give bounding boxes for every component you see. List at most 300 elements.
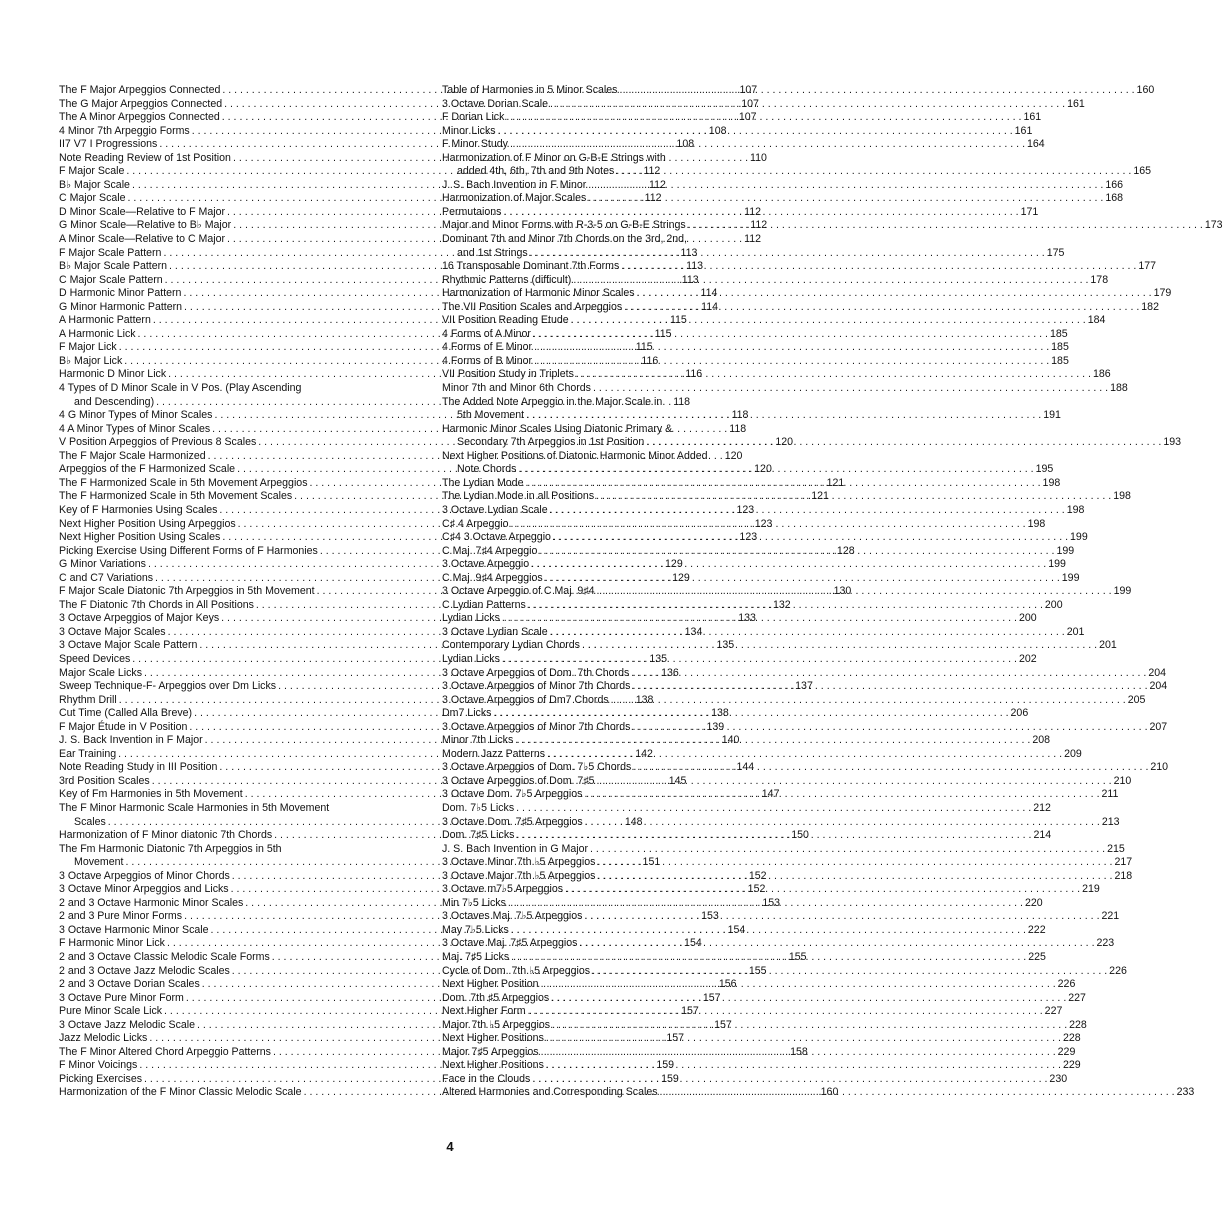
- dot-leader: [644, 436, 1163, 450]
- toc-entry-title: 3 Octave Harmonic Minor Scale: [59, 923, 209, 936]
- dot-leader: [509, 924, 1028, 938]
- toc-entry-title: Dom. 7♯5 Licks: [442, 829, 515, 842]
- toc-entry-page: 222: [1027, 923, 1046, 936]
- toc-entry: [442, 1032, 1081, 1046]
- toc-entry-page: 112: [744, 205, 761, 218]
- dot-leader: [635, 287, 1154, 301]
- toc-entry-title: J. S. Bach Invention in G Major: [442, 842, 589, 855]
- toc-entry-title: Sweep Technique-F- Arpeggios over Dm Licks: [59, 680, 277, 693]
- toc-entry: [442, 937, 1115, 951]
- toc-entry-page: 160: [1136, 84, 1155, 96]
- toc-entry-title: 3 Octave Dom. 7♯5 Arpeggios: [442, 815, 583, 828]
- toc-entry-title: Arpeggios of the F Harmonized Scale: [59, 463, 236, 476]
- toc-entry-title: 3 Octave Major Scale Pattern: [59, 639, 198, 652]
- toc-entry-page: 220: [1024, 896, 1043, 909]
- toc-entry-title: Major 7♯5 Arpeggios: [442, 1045, 539, 1058]
- dot-leader: [537, 545, 1056, 559]
- toc-entry-page: 135: [716, 639, 735, 652]
- toc-entry-page: 130: [833, 585, 852, 598]
- toc-entry-page: 229: [1057, 1045, 1076, 1058]
- toc-entry-page: 123: [739, 531, 758, 544]
- toc-entry-page: 121: [811, 490, 829, 503]
- dot-leader: [509, 951, 1028, 965]
- toc-entry-title: F Major Scale Pattern: [59, 246, 162, 259]
- toc-entry-page: 114: [701, 300, 719, 313]
- toc-entry-page: 210: [1113, 774, 1132, 787]
- toc-entry-page: 132: [772, 598, 791, 611]
- toc-entry-title: 4 Minor 7th Arpeggio Forms: [59, 124, 190, 137]
- toc-entry-title: VII Position Reading Etude: [442, 314, 569, 327]
- toc-entry-page: 200: [1018, 612, 1037, 625]
- dot-leader: [548, 504, 1067, 518]
- toc-entry-page: 144: [736, 761, 755, 774]
- dot-leader: [577, 937, 1096, 951]
- dot-leader: [595, 585, 1114, 599]
- toc-entry-page: 133: [738, 612, 756, 625]
- toc-entry-title: The Lydian Mode: [442, 476, 524, 489]
- dot-leader: [586, 179, 1105, 193]
- toc-entry-title: Dom. 7♭5 Licks: [442, 801, 515, 814]
- toc-entry-page: 227: [1044, 1005, 1063, 1018]
- toc-entry: [442, 815, 1120, 830]
- toc-entry-title: 2 and 3 Pure Minor Forms: [59, 910, 183, 923]
- dot-leader: [513, 734, 1032, 748]
- toc-entry-title: 3 Octave Major 7th ♭5 Arpeggios: [442, 869, 596, 882]
- toc-entry-page: 154: [684, 937, 702, 950]
- toc-entry-title: Min 7♭5 Licks: [442, 896, 506, 909]
- toc-entry-title-continued: 5th Movement: [457, 409, 525, 422]
- toc-entry-page: 198: [1042, 476, 1061, 489]
- toc-entry-title: Next Higher Position Using Arpeggios: [59, 517, 236, 530]
- toc-entry-title: The A Minor Arpeggios Connected: [59, 111, 220, 124]
- toc-entry: [442, 178, 1124, 193]
- toc-entry-page: 175: [1046, 246, 1065, 259]
- toc-entry-title: The VII Position Scales and Arpeggios: [442, 300, 623, 313]
- toc-entry-title: Contemporary Lydian Chords: [442, 639, 580, 652]
- toc-entry-page: 198: [1027, 517, 1046, 530]
- toc-entry-page: 153: [762, 896, 781, 909]
- toc-entry-page: 116: [685, 368, 703, 381]
- toc-entry-page: 107: [741, 97, 759, 110]
- toc-entry-page: 209: [1064, 747, 1082, 760]
- toc-entry-page: 184: [1087, 314, 1106, 327]
- toc-entry: [442, 287, 1172, 301]
- toc-entry-page: 107: [738, 111, 757, 124]
- toc-entry-page: 215: [1107, 842, 1125, 855]
- toc-entry: [442, 192, 1124, 206]
- toc-entry-title: Minor Licks: [442, 124, 496, 137]
- toc-entry: [442, 111, 1042, 125]
- toc-entry-page: 137: [795, 680, 813, 693]
- toc-entry-page: 156: [718, 978, 737, 991]
- dot-leader: [630, 680, 1149, 694]
- toc-entry-title: 3 Octave Maj. 7♯5 Arpeggios: [442, 937, 578, 950]
- dot-leader: [614, 165, 1133, 179]
- toc-entry: [442, 720, 1168, 735]
- toc-entry: [442, 260, 1157, 274]
- dot-leader: [569, 314, 1088, 328]
- toc-entry-page: 201: [1066, 625, 1085, 638]
- toc-entry-page: 158: [790, 1045, 808, 1058]
- toc-entry-page: 110: [750, 151, 767, 164]
- page-number: 4: [446, 1139, 454, 1154]
- toc-entry-page: 139: [706, 720, 725, 733]
- toc-entry-title: The F Harmonized Scale in 5th Movement Arpeggios: [59, 476, 308, 489]
- toc-entry-page: 112: [644, 192, 662, 205]
- dot-leader: [617, 84, 1136, 98]
- dot-leader: [528, 247, 1047, 261]
- dot-leader: [594, 490, 1113, 504]
- dot-leader: [549, 992, 1068, 1006]
- toc-entry-page: 135: [649, 652, 668, 665]
- dot-leader: [619, 260, 1138, 274]
- toc-entry-title: 3rd Position Scales: [59, 774, 150, 787]
- toc-entry-title: Major Scale Licks: [59, 666, 143, 679]
- toc-entry-page: 173: [1204, 219, 1223, 232]
- dot-leader: [550, 1019, 1069, 1033]
- toc-entry-page: 205: [1127, 693, 1146, 706]
- toc-entry-title: J. S. Back Invention in F Major: [59, 734, 203, 747]
- toc-entry: [442, 354, 1069, 369]
- toc-entry-title: 3 Octave Arpeggios of Minor Chords: [59, 869, 230, 882]
- toc-entry-page: 120: [775, 436, 794, 449]
- toc-entry-title: Major 7th ♭5 Arpeggios: [442, 1018, 551, 1031]
- toc-entry-title: Note Reading Review of 1st Position: [59, 151, 231, 164]
- toc-entry-page: 160: [820, 1086, 839, 1099]
- toc-entry-title: F Major Lick: [59, 341, 117, 354]
- toc-entry-title: Altered Harmonies and Corresponding Scales: [442, 1086, 658, 1099]
- toc-entry-page: 185: [1049, 327, 1068, 340]
- toc-entry-title: C Maj. 9♯4 Arpeggios: [442, 571, 543, 584]
- toc-entry: [442, 368, 1111, 382]
- toc-entry-page: 198: [1113, 490, 1131, 503]
- toc-entry-page: 199: [1070, 531, 1088, 544]
- toc-entry: [442, 598, 1063, 613]
- toc-entry: [442, 138, 1045, 152]
- dot-leader: [686, 219, 1205, 233]
- toc-entry: [442, 774, 1132, 789]
- toc-entry-page: 228: [1062, 1032, 1081, 1045]
- toc-entry: [442, 395, 1061, 423]
- toc-entry-page: 219: [1082, 883, 1100, 896]
- dot-leader: [491, 707, 1010, 721]
- toc-entry-page: 108: [676, 138, 695, 151]
- toc-entry-title: 3 Octave Major Scales: [59, 625, 166, 638]
- toc-entry-page: 168: [1105, 192, 1124, 205]
- toc-entry: [442, 503, 1085, 518]
- toc-entry-page: 221: [1101, 910, 1120, 923]
- toc-entry-page: 195: [1035, 463, 1054, 476]
- toc-entry-title-continued: added 4th, 6th, 7th and 9th Notes: [457, 165, 615, 178]
- toc-entry-title: The F Diatonic 7th Chords in All Positions: [59, 598, 254, 611]
- toc-entry-title: A Harmonic Pattern: [59, 314, 151, 327]
- toc-entry-title: Speed Devices: [59, 652, 131, 665]
- toc-entry: [442, 571, 1080, 586]
- toc-entry-title: G Minor Scale—Relative to B♭ Major: [59, 219, 232, 232]
- toc-entry-page: 112: [744, 233, 761, 246]
- toc-entry-page: 136: [661, 666, 679, 679]
- toc-entry-title: The F Minor Altered Chord Arpeggio Patterns: [59, 1045, 271, 1058]
- dot-leader: [571, 274, 1090, 288]
- dot-leader: [609, 694, 1128, 708]
- toc-entry-page: 223: [1096, 937, 1115, 950]
- toc-entry: [442, 801, 1051, 816]
- toc-entry-page: 188: [1110, 382, 1128, 395]
- dot-leader: [500, 653, 1019, 667]
- toc-entry: [442, 341, 1069, 355]
- toc-entry: [442, 964, 1127, 979]
- toc-entry-title: 4 Forms of B Minor: [442, 354, 533, 367]
- toc-entry: [442, 652, 1037, 667]
- toc-entry-page: 177: [1138, 260, 1157, 273]
- toc-entry-title: 4 Forms of A Minor: [442, 327, 531, 340]
- toc-entry: [442, 314, 1106, 328]
- toc-entry-page: 199: [1061, 571, 1080, 584]
- toc-entry: [442, 951, 1046, 965]
- dot-leader: [551, 531, 1070, 545]
- dot-leader: [588, 843, 1107, 857]
- toc-entry-page: 115: [635, 341, 653, 354]
- toc-entry-page: 198: [1066, 503, 1085, 516]
- toc-entry-page: 123: [736, 503, 755, 516]
- dot-leader: [595, 856, 1114, 870]
- toc-entry-title: F Dorian Lick: [442, 111, 505, 124]
- toc-entry: [442, 856, 1133, 870]
- dot-leader: [509, 518, 1028, 532]
- toc-entry-page: 217: [1114, 856, 1133, 869]
- toc-entry-title: II7 V7 I Progressions: [59, 138, 158, 151]
- toc-entry-title: 3 Octave Minor Arpeggios and Licks: [59, 883, 229, 896]
- toc-entry-title: 3 Octave Arpeggios of Minor 7th Chords: [442, 720, 631, 733]
- toc-entry-page: 120: [754, 463, 772, 476]
- toc-entry-page: 206: [1010, 707, 1029, 720]
- toc-entry-title: 3 Octave Lydian Scale: [442, 503, 548, 516]
- toc-entry-page: 140: [721, 734, 740, 747]
- toc-entry-title: Next Higher Positions: [442, 1032, 544, 1045]
- toc-entry: [442, 273, 1109, 288]
- toc-entry: [442, 910, 1120, 924]
- dot-leader: [532, 355, 1051, 369]
- toc-entry: [442, 1005, 1063, 1019]
- toc-entry-title: The Added Note Arpeggio in the Major Scale in: [442, 395, 663, 408]
- dot-leader: [545, 748, 1064, 762]
- toc-entry-title: May 7♭5 Licks: [442, 923, 509, 936]
- toc-entry-page: 228: [1069, 1018, 1087, 1031]
- toc-entry: [442, 1045, 1076, 1060]
- dot-leader: [590, 965, 1109, 979]
- toc-entry-title: C Maj. 7♯4 Arpeggio: [442, 544, 538, 557]
- toc-entry-page: 123: [754, 517, 773, 530]
- toc-entry-title: Picking Exercise Using Different Forms of F Harmonies: [59, 544, 318, 557]
- dot-leader: [514, 829, 1033, 843]
- toc-entry: [442, 896, 1043, 911]
- dot-leader: [500, 612, 1019, 626]
- toc-entry-page: 155: [788, 951, 807, 963]
- toc-entry-page: 218: [1114, 869, 1133, 882]
- toc-entry: [442, 707, 1029, 721]
- toc-entry-page: 161: [1023, 111, 1042, 124]
- toc-entry-title: Next Higher Positions of Diatonic Harmonic Minor Added: [442, 449, 708, 462]
- toc-entry-title: 4 Forms of E Minor: [442, 341, 533, 354]
- toc-entry-title: A Minor Scale—Relative to C Major: [59, 233, 226, 246]
- toc-entry-title: Harmonization of F Minor on G-B-E Strings with: [442, 151, 666, 164]
- toc-entry-title: 3 Octave Lydian Scale: [442, 625, 548, 638]
- toc-entry-title: 4 G Minor Types of Minor Scales: [59, 409, 213, 422]
- dot-leader: [506, 897, 1025, 911]
- dot-leader: [516, 463, 1035, 477]
- toc-entry-page: 207: [1149, 720, 1168, 733]
- toc-entry: [442, 97, 1085, 112]
- toc-entry-page: 204: [1148, 666, 1167, 679]
- toc-entry-page: 171: [1020, 205, 1039, 218]
- toc-entry-page: 233: [1176, 1086, 1195, 1099]
- dot-leader: [531, 328, 1050, 342]
- toc-entry-page: 164: [1027, 138, 1045, 151]
- toc-entry-page: 182: [1141, 300, 1159, 313]
- toc-entry: [442, 151, 1152, 179]
- toc-entry-page: 165: [1133, 165, 1152, 178]
- toc-entry-page: 116: [641, 354, 659, 367]
- toc-entry-title: 3 Octave Dom. 7♭5 Arpeggios: [442, 788, 583, 801]
- toc-entry-page: 157: [702, 991, 721, 1004]
- dot-leader: [563, 883, 1082, 897]
- dot-leader: [526, 599, 1045, 613]
- toc-entry: [442, 734, 1051, 748]
- toc-entry: [442, 693, 1146, 708]
- toc-entry-title: 3 Octave Arpeggios of Major Keys: [59, 612, 220, 625]
- toc-entry-page: 213: [1101, 815, 1120, 828]
- toc-entry-title: Lydian Licks: [442, 652, 500, 665]
- toc-entry-page: 114: [700, 287, 718, 300]
- toc-entry-page: 199: [1056, 544, 1075, 557]
- toc-entry-page: 227: [1068, 991, 1086, 1004]
- toc-entry-title: C Major Scale Pattern: [59, 273, 163, 286]
- toc-entry: [442, 531, 1088, 545]
- dot-leader: [501, 206, 1020, 220]
- toc-entry-title: Ear Training: [59, 747, 117, 760]
- toc-entry-title: F Major Scale: [59, 165, 125, 178]
- toc-entry-title: The F Major Scale Harmonized: [59, 449, 206, 462]
- dot-leader: [548, 626, 1067, 640]
- toc-entry-title: 3 Octave Arpeggio of C Maj. 9♯4: [442, 585, 595, 598]
- toc-entry-page: 120: [724, 449, 743, 462]
- toc-entry-title: Dom. 7th ♯5 Arpeggios: [442, 991, 550, 1004]
- toc-entry-title: Harmonization of Major Scales: [442, 192, 587, 205]
- toc-entry-page: 107: [739, 84, 758, 96]
- dot-leader: [595, 870, 1114, 884]
- toc-entry-title: 2 and 3 Octave Classic Melodic Scale Forms: [59, 951, 270, 963]
- toc-entry-page: 159: [661, 1072, 679, 1085]
- toc-entry-title: J. S. Bach Invention in F Minor: [442, 178, 587, 191]
- toc-entry-title: 3 Octave Arpeggios of Dom. 7♭5 Chords: [442, 761, 632, 774]
- toc-entry-title: Minor 7th Licks: [442, 734, 514, 747]
- toc-entry-title: Harmonic D Minor Lick: [59, 368, 167, 381]
- toc-entry-page: 204: [1149, 680, 1168, 693]
- toc-entry-title: 3 Octave Arpeggios of Dm7 Chords: [442, 693, 609, 706]
- toc-entry: [442, 991, 1086, 1006]
- toc-entry-page: 129: [672, 571, 690, 584]
- toc-entry-page: 159: [656, 1059, 675, 1072]
- toc-entry-page: 214: [1033, 829, 1052, 842]
- toc-entry-page: 212: [1033, 801, 1051, 814]
- toc-entry-page: 191: [1043, 409, 1061, 422]
- dot-leader: [580, 639, 1099, 653]
- toc-entry-title: Next Higher Position: [442, 978, 539, 991]
- toc-entry: [442, 842, 1125, 857]
- dot-leader: [530, 1073, 1049, 1087]
- toc-entry-page: 118: [729, 422, 747, 435]
- toc-entry-page: 115: [669, 314, 687, 327]
- toc-entry: [442, 219, 1223, 233]
- toc-entry-title: 4 A Minor Types of Minor Scales: [59, 422, 211, 435]
- toc-entry: [442, 84, 1155, 98]
- toc-entry-title: B♭ Major Lick: [59, 354, 123, 367]
- toc-entry-title: Face in the Clouds: [442, 1072, 531, 1085]
- toc-entry-title-continued: and Descending): [74, 395, 155, 408]
- toc-entry-title: Table of Harmonies in 5 Minor Scales: [442, 84, 618, 96]
- toc-entry-page: 115: [654, 327, 672, 340]
- dot-leader: [504, 111, 1023, 125]
- toc-entry-page: 200: [1044, 598, 1063, 611]
- toc-entry: [442, 382, 1128, 396]
- toc-entry: [442, 1072, 1068, 1087]
- toc-entry-title: Major and Minor Forms with R-3-5 on G-B-E Strings: [442, 219, 686, 232]
- toc-entry-page: 211: [1101, 788, 1119, 801]
- toc-entry-page: 155: [748, 964, 767, 977]
- toc-entry-page: 226: [1109, 964, 1127, 977]
- toc-entry-title: 3 Octave Arpeggios of Dom. 7th Chords: [442, 666, 630, 679]
- toc-entry-page: 157: [681, 1005, 699, 1018]
- dot-leader: [629, 667, 1148, 681]
- toc-entry-page: 166: [1105, 178, 1124, 191]
- toc-entry-page: 113: [681, 273, 699, 286]
- toc-entry: [442, 747, 1082, 762]
- toc-entry-title: 4 Types of D Minor Scale in V Pos. (Play Ascending: [59, 382, 302, 395]
- toc-entry-page: 129: [665, 558, 683, 571]
- toc-entry-title: Jazz Melodic Licks: [59, 1032, 148, 1045]
- toc-entry-page: 112: [643, 165, 661, 178]
- toc-entry-page: 185: [1051, 354, 1069, 367]
- toc-entry-title: C Lydian Patterns: [442, 598, 526, 611]
- toc-entry-title: C and C7 Variations: [59, 571, 154, 584]
- toc-entry-title: 3 Octave Pure Minor Form: [59, 991, 184, 1004]
- dot-leader: [622, 301, 1141, 315]
- toc-entry: [442, 422, 1182, 450]
- toc-entry-page: 161: [1067, 97, 1085, 110]
- toc-entry: [442, 327, 1068, 342]
- toc-entry-page: 199: [1113, 585, 1132, 598]
- toc-entry-title-continued: Note Chords: [457, 463, 517, 476]
- toc-entry-title: Maj. 7♯5 Licks: [442, 951, 510, 963]
- toc-entry: [442, 978, 1076, 992]
- toc-entry-title: A Harmonic Lick: [59, 327, 136, 340]
- toc-entry: [442, 883, 1100, 897]
- toc-entry-title: Picking Exercises: [59, 1072, 143, 1085]
- toc-entry-title: B♭ Major Scale Pattern: [59, 260, 168, 273]
- toc-entry: [442, 300, 1159, 315]
- toc-entry-page: 154: [727, 923, 746, 936]
- dot-leader: [631, 761, 1150, 775]
- toc-entry-page: 108: [708, 124, 727, 137]
- dot-leader: [586, 192, 1105, 206]
- toc-entry-page: 230: [1049, 1072, 1068, 1085]
- toc-entry-title: Modern Jazz Patterns: [442, 747, 546, 760]
- toc-entry-page: 134: [684, 625, 703, 638]
- toc-entry: [442, 233, 1065, 260]
- dot-leader: [539, 978, 1058, 992]
- toc-entry-title: 3 Octave Arpeggios of Minor 7th Chords: [442, 680, 631, 693]
- toc-entry: [442, 517, 1046, 532]
